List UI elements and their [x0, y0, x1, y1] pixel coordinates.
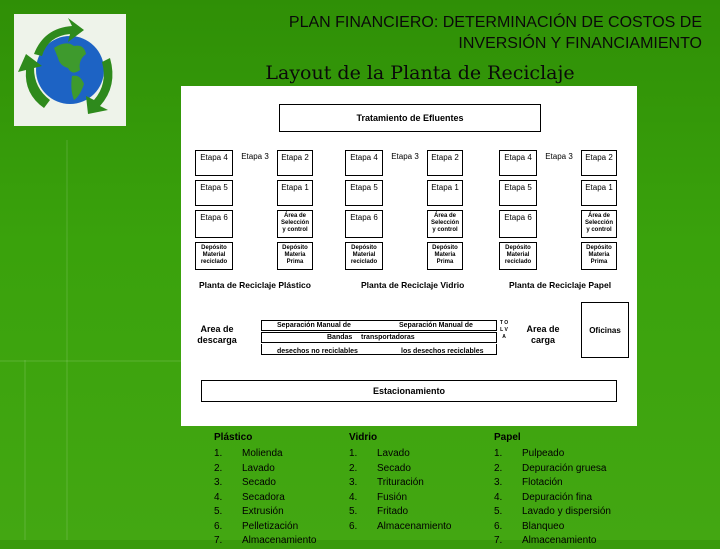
list-item-number: 1. [214, 448, 223, 459]
transportadoras-label: transportadoras [361, 334, 415, 341]
plant-etapa6: Etapa 6 [499, 210, 537, 238]
plant-area-sel: Área de Selección y control [581, 210, 617, 238]
list-item [494, 462, 611, 477]
list-item-text: Extrusión [242, 506, 284, 517]
recycle-globe-icon [14, 14, 126, 126]
plant-etapa5: Etapa 5 [195, 180, 233, 206]
list-item-text: Lavado y dispersión [522, 506, 611, 517]
plant-dep-prima: Depósito Materia Prima [277, 242, 313, 270]
list-item [214, 505, 316, 520]
list-item-number: 4. [494, 491, 503, 503]
list-item-text: Lavado [242, 462, 275, 474]
bands-label: Bandas [327, 334, 353, 341]
list-heading: Papel [494, 432, 521, 443]
list-plastico [214, 426, 316, 549]
list-item [494, 491, 611, 506]
list-item-text: Almacenamiento [522, 535, 597, 546]
list-item [349, 462, 451, 477]
decorative-line [24, 360, 26, 540]
plant-etapa3: Etapa 3 [241, 152, 269, 161]
plant-etapa6: Etapa 6 [345, 210, 383, 238]
plant-etapa1: Etapa 1 [427, 180, 463, 206]
page-subtitle: Layout de la Planta de Reciclaje [265, 62, 575, 84]
desechos-right: los desechos reciclables [401, 348, 484, 355]
plant-dep-rec: Depósito Material reciclado [499, 242, 537, 270]
plant-etapa4: Etapa 4 [345, 150, 383, 176]
list-item-text: Lavado [377, 448, 410, 459]
list-item-number: 3. [349, 477, 358, 488]
area-descarga: Area de descarga [197, 324, 237, 345]
list-item-number: 2. [349, 462, 358, 474]
list-item-number: 4. [349, 491, 358, 503]
list-item-text: Depuración gruesa [522, 462, 607, 474]
list-item-number: 6. [494, 520, 503, 532]
list-item-text: Fritado [377, 506, 409, 517]
list-item-text: Almacenamiento [242, 535, 317, 546]
list-item [349, 491, 451, 506]
plant-dep-rec: Depósito Material reciclado [195, 242, 233, 270]
sep-left: Separación Manual de [277, 322, 351, 329]
list-item [214, 476, 316, 491]
list-item-text: Fusión [377, 491, 408, 503]
list-item-number: 3. [494, 477, 503, 488]
list-item-text: Flotación [522, 477, 563, 488]
plant-area-sel: Área de Selección y control [427, 210, 463, 238]
list-heading: Plástico [214, 432, 253, 443]
plant-name-vidrio: Planta de Reciclaje Vidrio [361, 280, 465, 290]
list-item-text: Secadora [242, 491, 285, 503]
list-item-number: 5. [349, 506, 358, 517]
list-item [214, 462, 316, 477]
list-item [349, 476, 451, 491]
plant-etapa3: Etapa 3 [391, 152, 419, 161]
list-item-number: 2. [214, 462, 223, 474]
list-item [214, 491, 316, 506]
list-item [494, 505, 611, 520]
plant-etapa6: Etapa 6 [195, 210, 233, 238]
page-title [142, 12, 702, 54]
plant-etapa4: Etapa 4 [195, 150, 233, 176]
list-item-number: 7. [494, 535, 503, 546]
list-item-text: Trituración [377, 477, 424, 488]
list-item-text: Secado [242, 477, 276, 488]
tolva: T O L V A [499, 320, 509, 340]
plant-dep-prima: Depósito Materia Prima [427, 242, 463, 270]
estacionamiento: Estacionamiento [201, 380, 617, 402]
sep-right: Separación Manual de [399, 322, 473, 329]
list-item-text: Blanqueo [522, 520, 565, 532]
list-item-text: Pelletización [242, 520, 299, 532]
list-item-number: 1. [494, 448, 503, 459]
list-vidrio [349, 426, 451, 534]
list-papel [494, 426, 611, 549]
oficinas: Oficinas [581, 302, 629, 358]
list-item-text: Almacenamiento [377, 520, 452, 532]
list-item-text: Pulpeado [522, 448, 565, 459]
list-item-number: 6. [214, 520, 223, 532]
plant-name-plastico: Planta de Reciclaje Plástico [199, 280, 311, 290]
list-item-number: 2. [494, 462, 503, 474]
list-item-text: Secado [377, 462, 411, 474]
list-item-number: 1. [349, 448, 358, 459]
list-item [214, 447, 316, 462]
layout-diagram [181, 86, 637, 426]
title-line-1: PLAN FINANCIERO: DETERMINACIÓN DE COSTOS DE [288, 14, 702, 31]
list-item-number: 5. [214, 506, 223, 517]
plant-dep-rec: Depósito Material reciclado [345, 242, 383, 270]
area-carga: Area de carga [526, 324, 560, 345]
plant-etapa5: Etapa 5 [345, 180, 383, 206]
list-item-number: 4. [214, 491, 223, 503]
list-item [349, 505, 451, 520]
plant-etapa1: Etapa 1 [277, 180, 313, 206]
plant-etapa4: Etapa 4 [499, 150, 537, 176]
plant-etapa1: Etapa 1 [581, 180, 617, 206]
list-item-number: 5. [494, 506, 503, 517]
process-lists [181, 426, 720, 546]
list-item-number: 7. [214, 535, 223, 546]
list-item [494, 476, 611, 491]
title-line-2: INVERSIÓN Y FINANCIAMIENTO [458, 35, 702, 52]
decorative-line [66, 140, 68, 540]
list-item [494, 534, 611, 549]
list-item-number: 6. [349, 520, 358, 532]
desechos-left: desechos no reciclables [277, 348, 358, 355]
list-item-text: Molienda [242, 448, 283, 459]
list-item [349, 447, 451, 462]
list-heading: Vidrio [349, 432, 378, 443]
plant-etapa2: Etapa 2 [277, 150, 313, 176]
plant-etapa2: Etapa 2 [581, 150, 617, 176]
list-item [494, 447, 611, 462]
plant-etapa5: Etapa 5 [499, 180, 537, 206]
plant-etapa3: Etapa 3 [545, 152, 573, 161]
list-item [214, 534, 316, 549]
list-item [214, 520, 316, 535]
list-item [349, 520, 451, 535]
decorative-line [0, 360, 181, 362]
list-item [494, 520, 611, 535]
plant-dep-prima: Depósito Materia Prima [581, 242, 617, 270]
effluent-treatment: Tratamiento de Efluentes [279, 104, 541, 132]
list-item-text: Depuración fina [522, 491, 593, 503]
plant-name-papel: Planta de Reciclaje Papel [509, 280, 612, 290]
plant-etapa2: Etapa 2 [427, 150, 463, 176]
plant-area-sel: Área de Selección y control [277, 210, 313, 238]
list-item-number: 3. [214, 477, 223, 488]
